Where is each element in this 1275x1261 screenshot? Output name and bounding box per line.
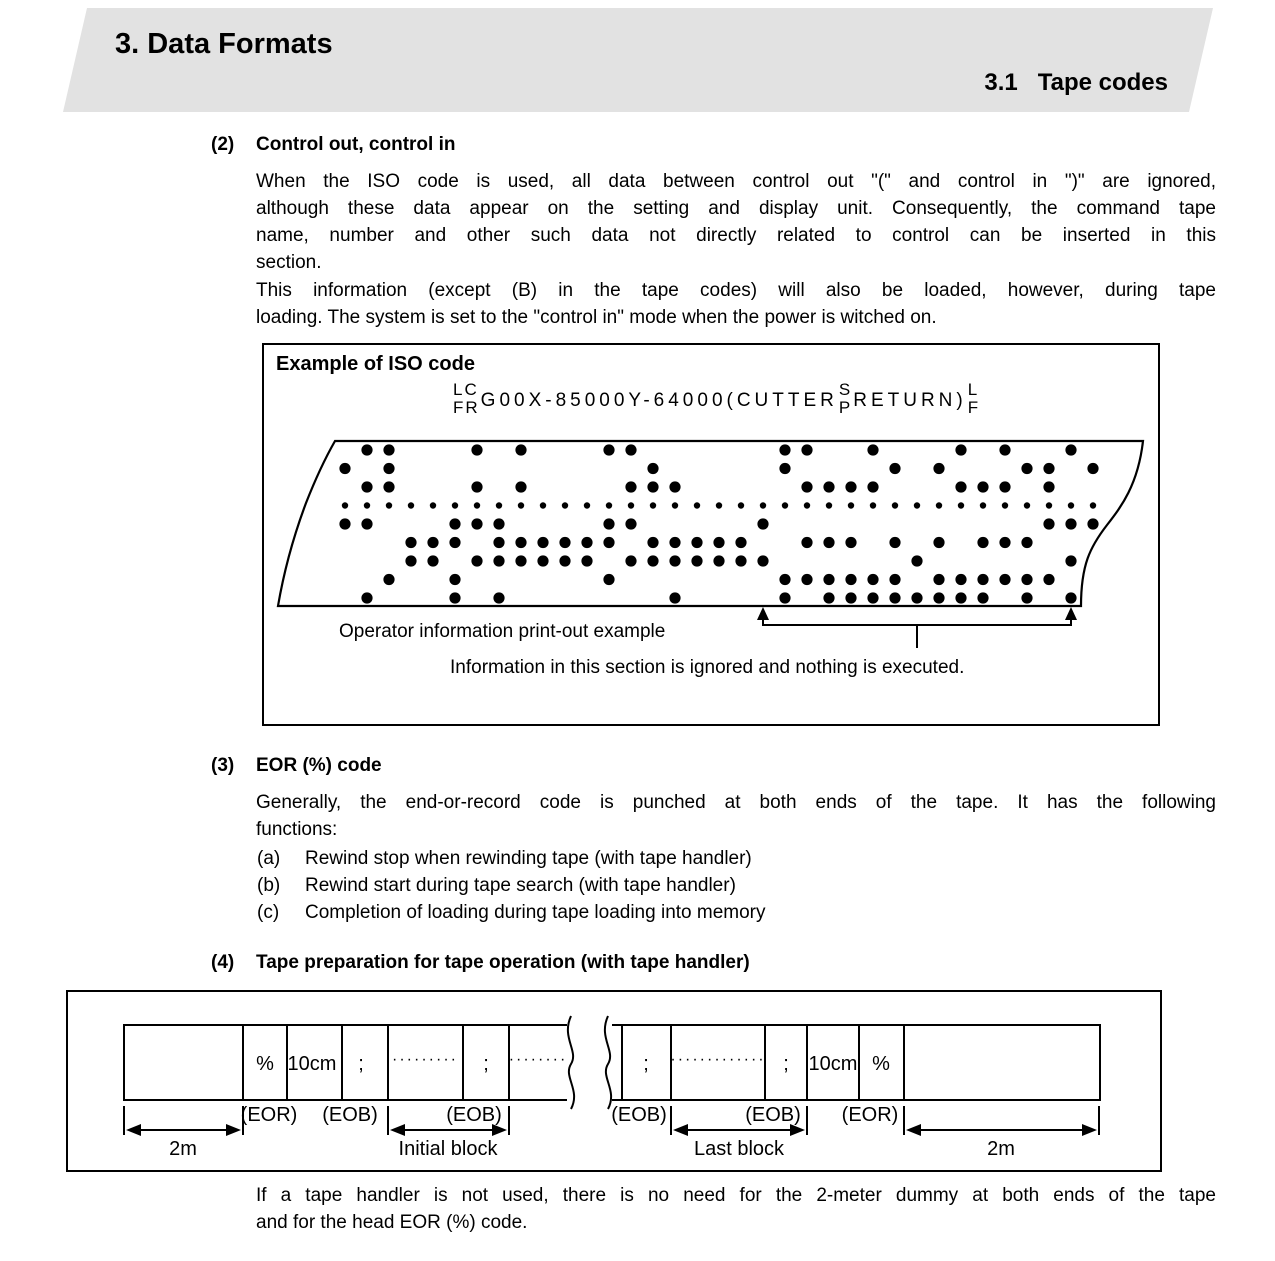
item-text: Rewind start during tape search (with tape handler) xyxy=(305,875,736,896)
arrow-head xyxy=(673,1124,688,1136)
sprocket-hole xyxy=(606,502,612,508)
section4-heading xyxy=(211,952,750,974)
page-title: 3. Data Formats xyxy=(115,28,333,60)
punch-hole xyxy=(603,574,614,585)
tape-outline xyxy=(278,441,1143,606)
punch-hole xyxy=(625,555,636,566)
punch-hole xyxy=(449,518,460,529)
section-title: Control out, control in xyxy=(256,134,456,155)
sprocket-hole xyxy=(936,502,942,508)
punch-hole xyxy=(625,481,636,492)
text-line: loading. The system is set to the "control in" mode when the power is witched on. xyxy=(256,307,937,328)
arrow-head xyxy=(1082,1124,1097,1136)
punch-hole xyxy=(493,592,504,603)
punch-hole xyxy=(427,555,438,566)
code-segment: RETURN) xyxy=(853,390,967,411)
cell-label: % xyxy=(872,1053,890,1075)
punch-hole xyxy=(669,537,680,548)
punch-hole xyxy=(867,481,878,492)
punch-hole xyxy=(559,555,570,566)
code-label: (EOB) xyxy=(611,1104,667,1126)
punch-hole xyxy=(779,444,790,455)
punch-hole xyxy=(933,574,944,585)
text-line: although these data appear on the setting and display unit. Consequently, the command tape xyxy=(256,198,1216,219)
sprocket-hole xyxy=(628,502,634,508)
sprocket-hole xyxy=(870,502,876,508)
sprocket-hole xyxy=(430,502,436,508)
tape-preparation-diagram xyxy=(68,992,1156,1166)
punch-hole xyxy=(1065,444,1076,455)
strip-outline-left xyxy=(124,1025,567,1100)
punch-hole xyxy=(603,444,614,455)
sprocket-hole xyxy=(1068,502,1074,508)
punch-hole xyxy=(955,444,966,455)
item-text: Completion of loading during tape loading into memory xyxy=(305,902,766,923)
text-line: When the ISO code is used, all data between control out "(" and control in ")" are ignored, xyxy=(256,171,1216,192)
iso-box-title: Example of ISO code xyxy=(276,353,475,375)
punch-hole xyxy=(801,444,812,455)
text-line: This information (except (B) in the tape codes) will also be loaded, however, during tape xyxy=(256,280,1216,301)
punch-hole xyxy=(911,555,922,566)
sprocket-hole xyxy=(980,502,986,508)
punch-hole xyxy=(669,481,680,492)
section-number: (2) xyxy=(211,134,235,155)
punch-hole xyxy=(493,518,504,529)
punch-hole xyxy=(1087,518,1098,529)
punch-hole xyxy=(471,518,482,529)
body-paragraph xyxy=(256,168,1216,276)
sprocket-hole xyxy=(496,502,502,508)
punch-hole xyxy=(383,574,394,585)
sprocket-hole xyxy=(518,502,524,508)
arrow-head xyxy=(126,1124,141,1136)
sprocket-hole xyxy=(760,502,766,508)
punch-hole xyxy=(515,555,526,566)
punch-hole xyxy=(647,481,658,492)
punch-hole xyxy=(955,481,966,492)
list-item xyxy=(257,899,766,926)
text-line: functions: xyxy=(256,819,338,840)
sprocket-hole xyxy=(716,502,722,508)
printout-caption: Operator information print-out example xyxy=(339,621,666,642)
punch-hole xyxy=(977,592,988,603)
code-label: (EOB) xyxy=(745,1104,801,1126)
punch-hole xyxy=(647,555,658,566)
section-number: (3) xyxy=(211,755,235,776)
break-squiggle xyxy=(605,1016,611,1109)
sprocket-hole xyxy=(408,502,414,508)
punch-hole xyxy=(845,537,856,548)
punch-hole xyxy=(405,555,416,566)
punch-hole xyxy=(559,537,570,548)
item-text: Rewind stop when rewinding tape (with tape handler) xyxy=(305,848,752,869)
code-label: (EOR) xyxy=(841,1104,899,1126)
punch-hole xyxy=(757,518,768,529)
sprocket-hole xyxy=(562,502,568,508)
punch-hole xyxy=(823,574,834,585)
text-line: and for the head EOR (%) code. xyxy=(256,1212,528,1233)
punch-hole xyxy=(383,463,394,474)
sprocket-hole xyxy=(892,502,898,508)
punch-hole xyxy=(933,463,944,474)
punch-hole xyxy=(779,592,790,603)
punch-hole xyxy=(823,537,834,548)
punch-hole xyxy=(449,592,460,603)
cell-label: % xyxy=(256,1053,274,1075)
punch-hole xyxy=(1021,537,1032,548)
sprocket-hole xyxy=(474,502,480,508)
punch-hole xyxy=(867,444,878,455)
dimension-label: Last block xyxy=(693,1138,785,1160)
sprocket-hole xyxy=(584,502,590,508)
punch-hole xyxy=(999,537,1010,548)
punch-hole xyxy=(581,555,592,566)
sprocket-hole xyxy=(694,502,700,508)
sprocket-hole xyxy=(1002,502,1008,508)
punch-hole xyxy=(603,537,614,548)
punch-hole xyxy=(889,463,900,474)
punch-hole xyxy=(1043,518,1054,529)
body-paragraph xyxy=(256,277,1216,331)
punch-hole xyxy=(1065,555,1076,566)
punch-hole xyxy=(471,481,482,492)
punch-hole xyxy=(1043,463,1054,474)
punch-hole xyxy=(845,592,856,603)
cell-label: ; xyxy=(643,1053,649,1075)
iso-code-line xyxy=(452,381,981,417)
section-title: Tape preparation for tape operation (with tape handler) xyxy=(256,952,750,973)
punch-hole xyxy=(801,574,812,585)
sprocket-hole xyxy=(958,502,964,508)
sprocket-hole xyxy=(1090,502,1096,508)
code-label: (EOR) xyxy=(240,1104,298,1126)
punch-hole xyxy=(713,555,724,566)
punch-hole xyxy=(405,537,416,548)
punch-hole xyxy=(845,481,856,492)
punch-hole xyxy=(691,537,702,548)
punch-hole xyxy=(625,444,636,455)
text-line: name, number and other such data not directly related to control can be inserted in this xyxy=(256,225,1216,246)
punch-hole xyxy=(889,537,900,548)
punch-hole xyxy=(933,592,944,603)
punch-hole xyxy=(449,537,460,548)
punch-hole xyxy=(493,537,504,548)
sprocket-hole xyxy=(782,502,788,508)
sprocket-hole xyxy=(364,502,370,508)
lf-stack: L F xyxy=(967,380,981,417)
punch-hole xyxy=(757,555,768,566)
punch-hole xyxy=(889,592,900,603)
punch-hole xyxy=(669,592,680,603)
sprocket-hole xyxy=(1024,502,1030,508)
punch-hole xyxy=(361,481,372,492)
dimension-label: 2m xyxy=(169,1138,197,1160)
punch-hole xyxy=(647,537,658,548)
punch-hole xyxy=(647,463,658,474)
annotation-bracket xyxy=(757,607,1077,648)
sprocket-hole xyxy=(1046,502,1052,508)
section3-heading xyxy=(211,755,382,777)
punch-hole xyxy=(581,537,592,548)
body-paragraph xyxy=(256,789,1216,843)
sprocket-hole xyxy=(672,502,678,508)
punch-hole xyxy=(493,555,504,566)
cell-label: ············· xyxy=(670,1051,766,1068)
punch-hole xyxy=(669,555,680,566)
cell-label: ; xyxy=(358,1053,364,1075)
dimension-label: 2m xyxy=(987,1138,1015,1160)
sprocket-hole xyxy=(650,502,656,508)
punch-hole xyxy=(713,537,724,548)
punch-hole xyxy=(625,518,636,529)
sp-stack: S P xyxy=(838,380,853,417)
punch-hole xyxy=(537,555,548,566)
punch-hole xyxy=(383,444,394,455)
punch-hole xyxy=(823,592,834,603)
text-line: Generally, the end-or-record code is punched at both ends of the tape. It has the following xyxy=(256,792,1216,813)
code-label: (EOB) xyxy=(446,1104,502,1126)
punch-hole xyxy=(361,444,372,455)
function-list xyxy=(257,845,766,926)
text-line: If a tape handler is not used, there is no need for the 2-meter dummy at both ends of the tape xyxy=(256,1185,1216,1206)
arrow-head xyxy=(390,1124,405,1136)
item-label: (c) xyxy=(257,902,280,923)
cell-label: ········· xyxy=(392,1051,458,1068)
punch-hole xyxy=(1021,574,1032,585)
sprocket-hole xyxy=(826,502,832,508)
punch-hole xyxy=(515,537,526,548)
punch-hole xyxy=(779,463,790,474)
item-label: (b) xyxy=(257,875,281,896)
list-item xyxy=(257,845,766,872)
punch-hole xyxy=(999,574,1010,585)
section-title: EOR (%) code xyxy=(256,755,382,776)
cell-label: ; xyxy=(483,1053,489,1075)
punch-hole xyxy=(955,574,966,585)
punch-hole xyxy=(471,444,482,455)
footer-paragraph xyxy=(256,1182,1216,1236)
tape-diagram-box xyxy=(66,990,1162,1172)
chapter-section-title: 3.1 Tape codes xyxy=(984,69,1168,96)
code-segment: G00X-85000Y-64000(CUTTER xyxy=(480,390,838,411)
punch-hole xyxy=(339,463,350,474)
punch-hole xyxy=(515,444,526,455)
dimension-label: Initial block xyxy=(398,1138,498,1160)
punch-hole xyxy=(999,481,1010,492)
section2-heading xyxy=(211,134,455,156)
punch-hole xyxy=(1065,592,1076,603)
sprocket-hole xyxy=(452,502,458,508)
item-label: (a) xyxy=(257,848,281,869)
punch-hole xyxy=(339,518,350,529)
punch-hole xyxy=(515,481,526,492)
punch-hole xyxy=(955,592,966,603)
break-squiggle xyxy=(568,1016,574,1109)
punch-hole xyxy=(1021,592,1032,603)
section-number: (4) xyxy=(211,952,235,973)
ignored-section-caption: Information in this section is ignored and nothing is executed. xyxy=(450,657,965,678)
punch-hole xyxy=(867,574,878,585)
sprocket-hole xyxy=(386,502,392,508)
cell-label: 10cm xyxy=(287,1053,337,1075)
punch-hole xyxy=(735,537,746,548)
punch-hole xyxy=(1087,463,1098,474)
punch-hole xyxy=(735,555,746,566)
punch-hole xyxy=(977,481,988,492)
sprocket-hole xyxy=(914,502,920,508)
punch-hole xyxy=(779,574,790,585)
punch-hole xyxy=(449,574,460,585)
cell-label: ········ xyxy=(508,1051,568,1068)
punch-hole xyxy=(801,537,812,548)
punch-hole xyxy=(977,574,988,585)
punch-hole xyxy=(823,481,834,492)
punch-hole xyxy=(361,592,372,603)
cell-label: 10cm xyxy=(808,1053,858,1075)
punch-hole xyxy=(911,592,922,603)
arrow-head xyxy=(226,1124,241,1136)
sprocket-hole xyxy=(540,502,546,508)
list-item xyxy=(257,872,766,899)
code-label: (EOB) xyxy=(322,1104,378,1126)
lf-cr-stack: LC FR xyxy=(453,380,480,417)
sprocket-hole xyxy=(848,502,854,508)
punch-hole xyxy=(1065,518,1076,529)
punch-hole xyxy=(427,537,438,548)
punch-hole xyxy=(537,537,548,548)
arrow-head xyxy=(906,1124,921,1136)
sprocket-hole xyxy=(342,502,348,508)
punch-hole xyxy=(867,592,878,603)
iso-code-box xyxy=(262,343,1160,726)
punch-hole xyxy=(845,574,856,585)
punch-hole xyxy=(1043,481,1054,492)
text-line: section. xyxy=(256,252,322,273)
punch-hole xyxy=(361,518,372,529)
sprocket-hole xyxy=(738,502,744,508)
punch-hole xyxy=(977,537,988,548)
punch-hole xyxy=(801,481,812,492)
cell-label: ; xyxy=(783,1053,789,1075)
punch-hole xyxy=(603,518,614,529)
punch-hole xyxy=(1021,463,1032,474)
punch-hole xyxy=(933,537,944,548)
sprocket-hole xyxy=(804,502,810,508)
punch-hole xyxy=(471,555,482,566)
punch-hole xyxy=(889,574,900,585)
punch-hole xyxy=(999,444,1010,455)
punch-hole xyxy=(383,481,394,492)
punch-hole xyxy=(1043,574,1054,585)
punch-hole xyxy=(691,555,702,566)
